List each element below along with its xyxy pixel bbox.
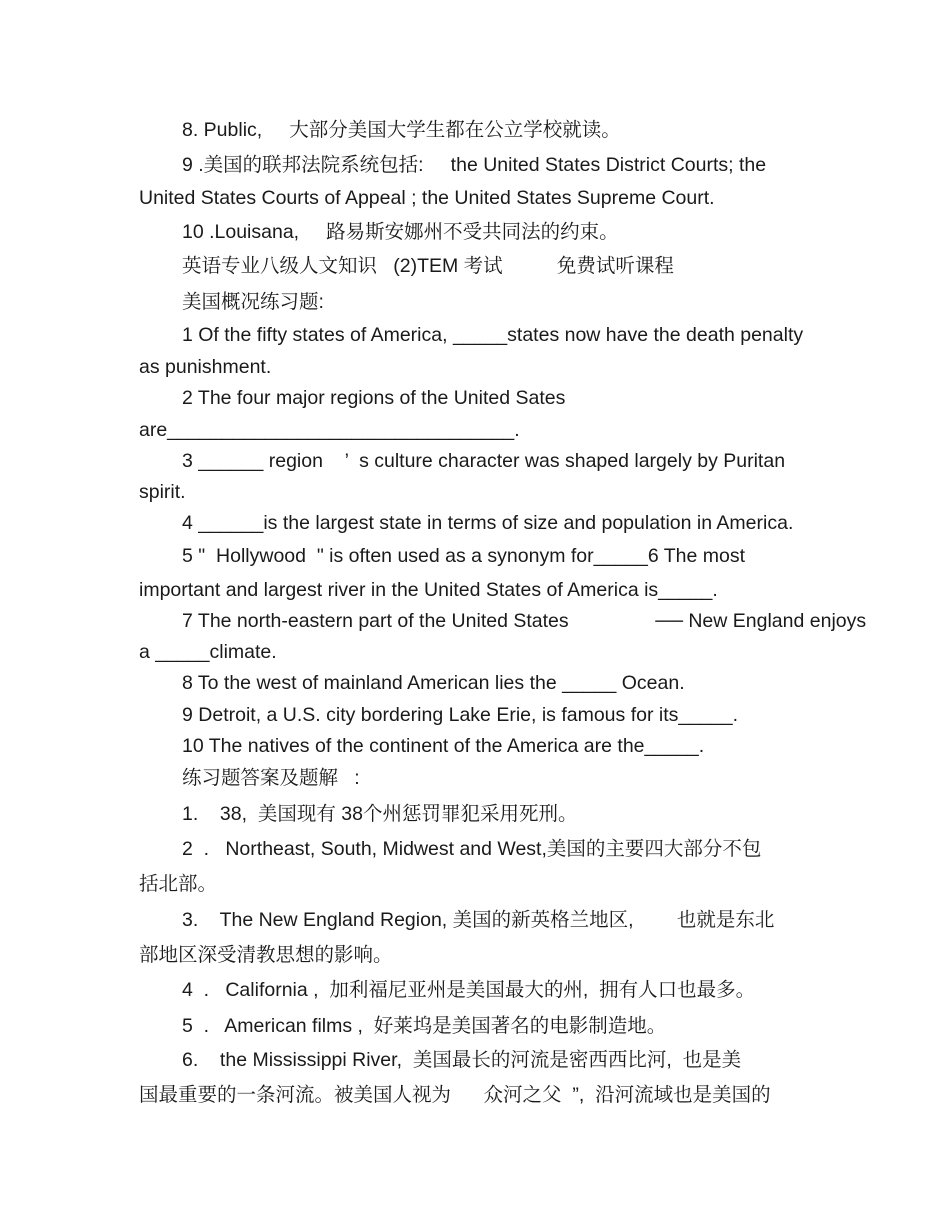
text-line: United States Courts of Appeal ; the United States Supreme Court. [139,187,715,209]
text-line: 10 .Louisana, 路易斯安娜州不受共同法的约束。 [182,221,619,243]
text-line: 7 The north-eastern part of the United States ── New England enjoys [182,610,867,632]
text-line: 10 The natives of the continent of the America are the_____. [182,735,705,757]
text-line: 6. the Mississippi River, 美国最长的河流是密西西比河, 也是美 [182,1049,742,1071]
text-line: 8 To the west of mainland American lies the _____ Ocean. [182,672,685,694]
text-line: 2 The four major regions of the United Sates [182,387,566,409]
text-line: 部地区深受清教思想的影响。 [139,944,393,966]
text-line: 9 Detroit, a U.S. city bordering Lake Erie, is famous for its_____. [182,704,739,726]
text-line: 英语专业八级人文知识 (2)TEM 考试 免费试听课程 [182,255,674,277]
text-line: 9 .美国的联邦法院系统包括: the United States District Courts; the [182,154,767,176]
text-line: 4 . California , 加利福尼亚州是美国最大的州, 拥有人口也最多。 [182,979,756,1001]
text-line: important and largest river in the United States of America is_____. [139,579,718,601]
text-line: 美国概况练习题: [182,291,324,313]
text-line: 括北部。 [139,873,218,895]
text-line: 4 ______is the largest state in terms of size and population in America. [182,512,794,534]
text-line: 2 . Northeast, South, Midwest and West,美国的主要四大部分不包 [182,838,762,860]
text-line: 8. Public, 大部分美国大学生都在公立学校就读。 [182,119,621,141]
text-line: a _____climate. [139,641,277,663]
text-line: spirit. [139,481,186,503]
text-line: 5 . American films , 好莱坞是美国著名的电影制造地。 [182,1015,667,1037]
text-line: 1. 38, 美国现有 38个州惩罚罪犯采用死刑。 [182,803,578,825]
text-line: 3 ______ region ’ s culture character was shaped largely by Puritan [182,450,786,472]
text-line: 3. The New England Region, 美国的新英格兰地区, 也就是东北 [182,909,775,931]
text-line: 练习题答案及题解 : [182,767,360,789]
text-line: are________________________________. [139,419,520,441]
text-line: 1 Of the fifty states of America, _____states now have the death penalty [182,324,804,346]
text-line: 国最重要的一条河流。被美国人视为 众河之父 ”, 沿河流域也是美国的 [139,1084,771,1106]
text-line: 5 " Hollywood " is often used as a synonym for_____6 The most [182,545,746,567]
text-line: as punishment. [139,356,272,378]
